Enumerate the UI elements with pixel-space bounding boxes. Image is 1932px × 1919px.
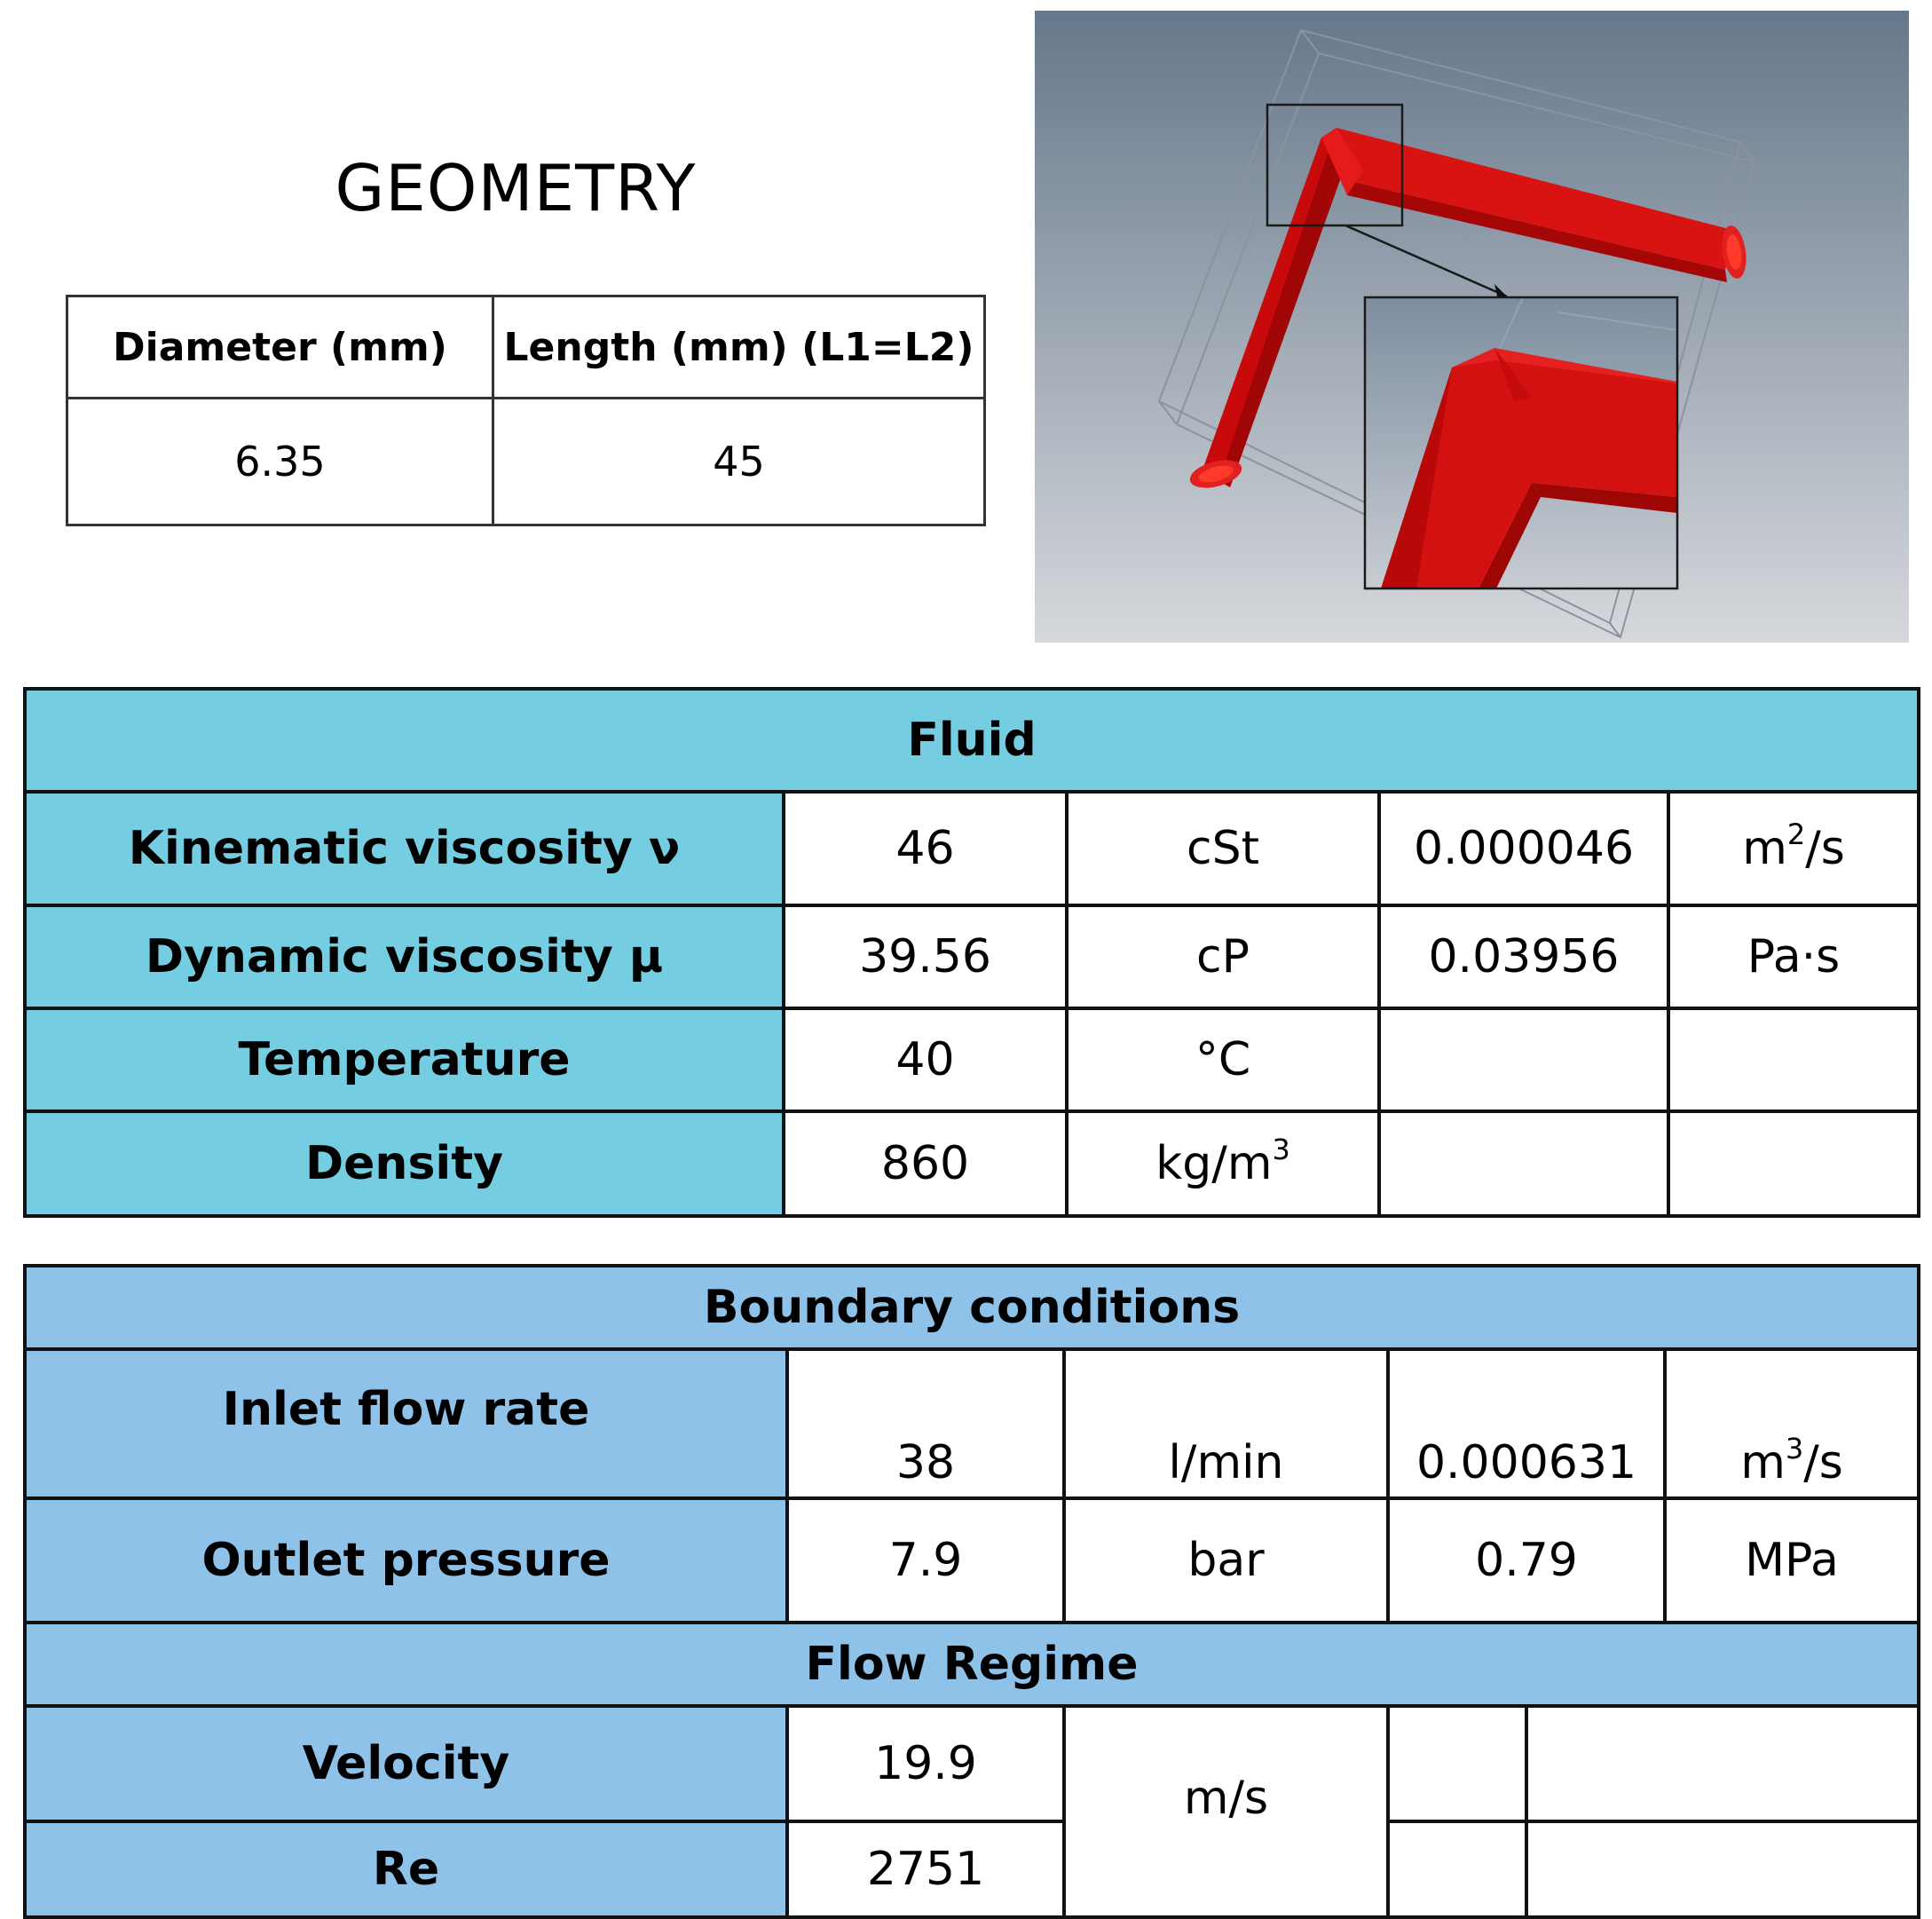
row-si-value: 0.000631: [1388, 1349, 1665, 1498]
row-value: 860: [784, 1111, 1067, 1216]
empty-cell: [1526, 1706, 1919, 1821]
geometry-title: GEOMETRY: [335, 151, 697, 225]
velocity-value: 19.9: [787, 1706, 1064, 1821]
zoom-inset: [1365, 297, 1677, 588]
flow-regime-title: Flow Regime: [25, 1623, 1919, 1706]
empty-cell: [1668, 1008, 1919, 1111]
row-label: Temperature: [25, 1008, 784, 1111]
row-value: 40: [784, 1008, 1067, 1111]
row-value: 46: [784, 792, 1067, 905]
inlet-flow-rate-row: [25, 1349, 1919, 1498]
row-si-value: 0.000046: [1379, 792, 1668, 905]
row-label: Density: [25, 1111, 784, 1216]
row-label: Outlet pressure: [25, 1498, 787, 1623]
geometry-table: [66, 295, 986, 526]
fluid-table: [23, 687, 1920, 1218]
row-label: Dynamic viscosity μ: [25, 905, 784, 1008]
row-value: 38: [787, 1349, 1064, 1498]
row-unit: °C: [1067, 1008, 1379, 1111]
density-row: [25, 1111, 1919, 1216]
unit-base: kg/m: [1155, 1137, 1273, 1190]
row-label: Inlet flow rate: [25, 1349, 787, 1498]
pipe-elbow-3d-view: [1035, 11, 1909, 643]
empty-cell: [1526, 1821, 1919, 1917]
diameter-value: 6.35: [67, 399, 493, 525]
row-si-unit: [1668, 792, 1919, 905]
unit-superscript: 3: [1272, 1133, 1290, 1166]
row-value: 39.56: [784, 905, 1067, 1008]
unit-base: m: [1740, 1436, 1786, 1489]
empty-cell: [1388, 1706, 1526, 1821]
row-unit: cSt: [1067, 792, 1379, 905]
geometry-header-row: [67, 296, 985, 399]
row-si-value: 0.79: [1388, 1498, 1665, 1623]
unit-tail: /s: [1803, 1436, 1843, 1489]
velocity-label: Velocity: [25, 1706, 787, 1821]
boundary-conditions-table: [23, 1264, 1920, 1919]
geometry-value-row: [67, 399, 985, 525]
boundary-title: Boundary conditions: [25, 1266, 1919, 1349]
temperature-row: [25, 1008, 1919, 1111]
reynolds-row: [25, 1821, 1919, 1917]
re-label: Re: [25, 1821, 787, 1917]
row-unit: [1067, 1111, 1379, 1216]
length-value: 45: [493, 399, 985, 525]
empty-cell: [1668, 1111, 1919, 1216]
empty-cell: [1379, 1111, 1668, 1216]
row-si-unit: MPa: [1665, 1498, 1919, 1623]
row-si-unit: [1665, 1349, 1919, 1498]
unit-superscript: 3: [1785, 1432, 1804, 1465]
velocity-row: [25, 1706, 1919, 1821]
row-unit: bar: [1064, 1498, 1388, 1623]
length-header: Length (mm) (L1=L2): [493, 296, 985, 399]
diameter-header: Diameter (mm): [67, 296, 493, 399]
kinematic-viscosity-row: [25, 792, 1919, 905]
row-si-value: 0.03956: [1379, 905, 1668, 1008]
dynamic-viscosity-row: [25, 905, 1919, 1008]
velocity-unit: m/s: [1064, 1706, 1388, 1917]
unit-tail: /s: [1805, 822, 1845, 875]
row-label: Kinematic viscosity ν: [25, 792, 784, 905]
fluid-title: Fluid: [25, 689, 1919, 792]
row-value: 7.9: [787, 1498, 1064, 1623]
row-unit: cP: [1067, 905, 1379, 1008]
row-unit: l/min: [1064, 1349, 1388, 1498]
unit-base: m: [1742, 822, 1787, 875]
outlet-pressure-row: [25, 1498, 1919, 1623]
empty-cell: [1379, 1008, 1668, 1111]
empty-cell: [1388, 1821, 1526, 1917]
unit-superscript: 2: [1786, 817, 1806, 851]
re-value: 2751: [787, 1821, 1064, 1917]
row-si-unit: Pa·s: [1668, 905, 1919, 1008]
